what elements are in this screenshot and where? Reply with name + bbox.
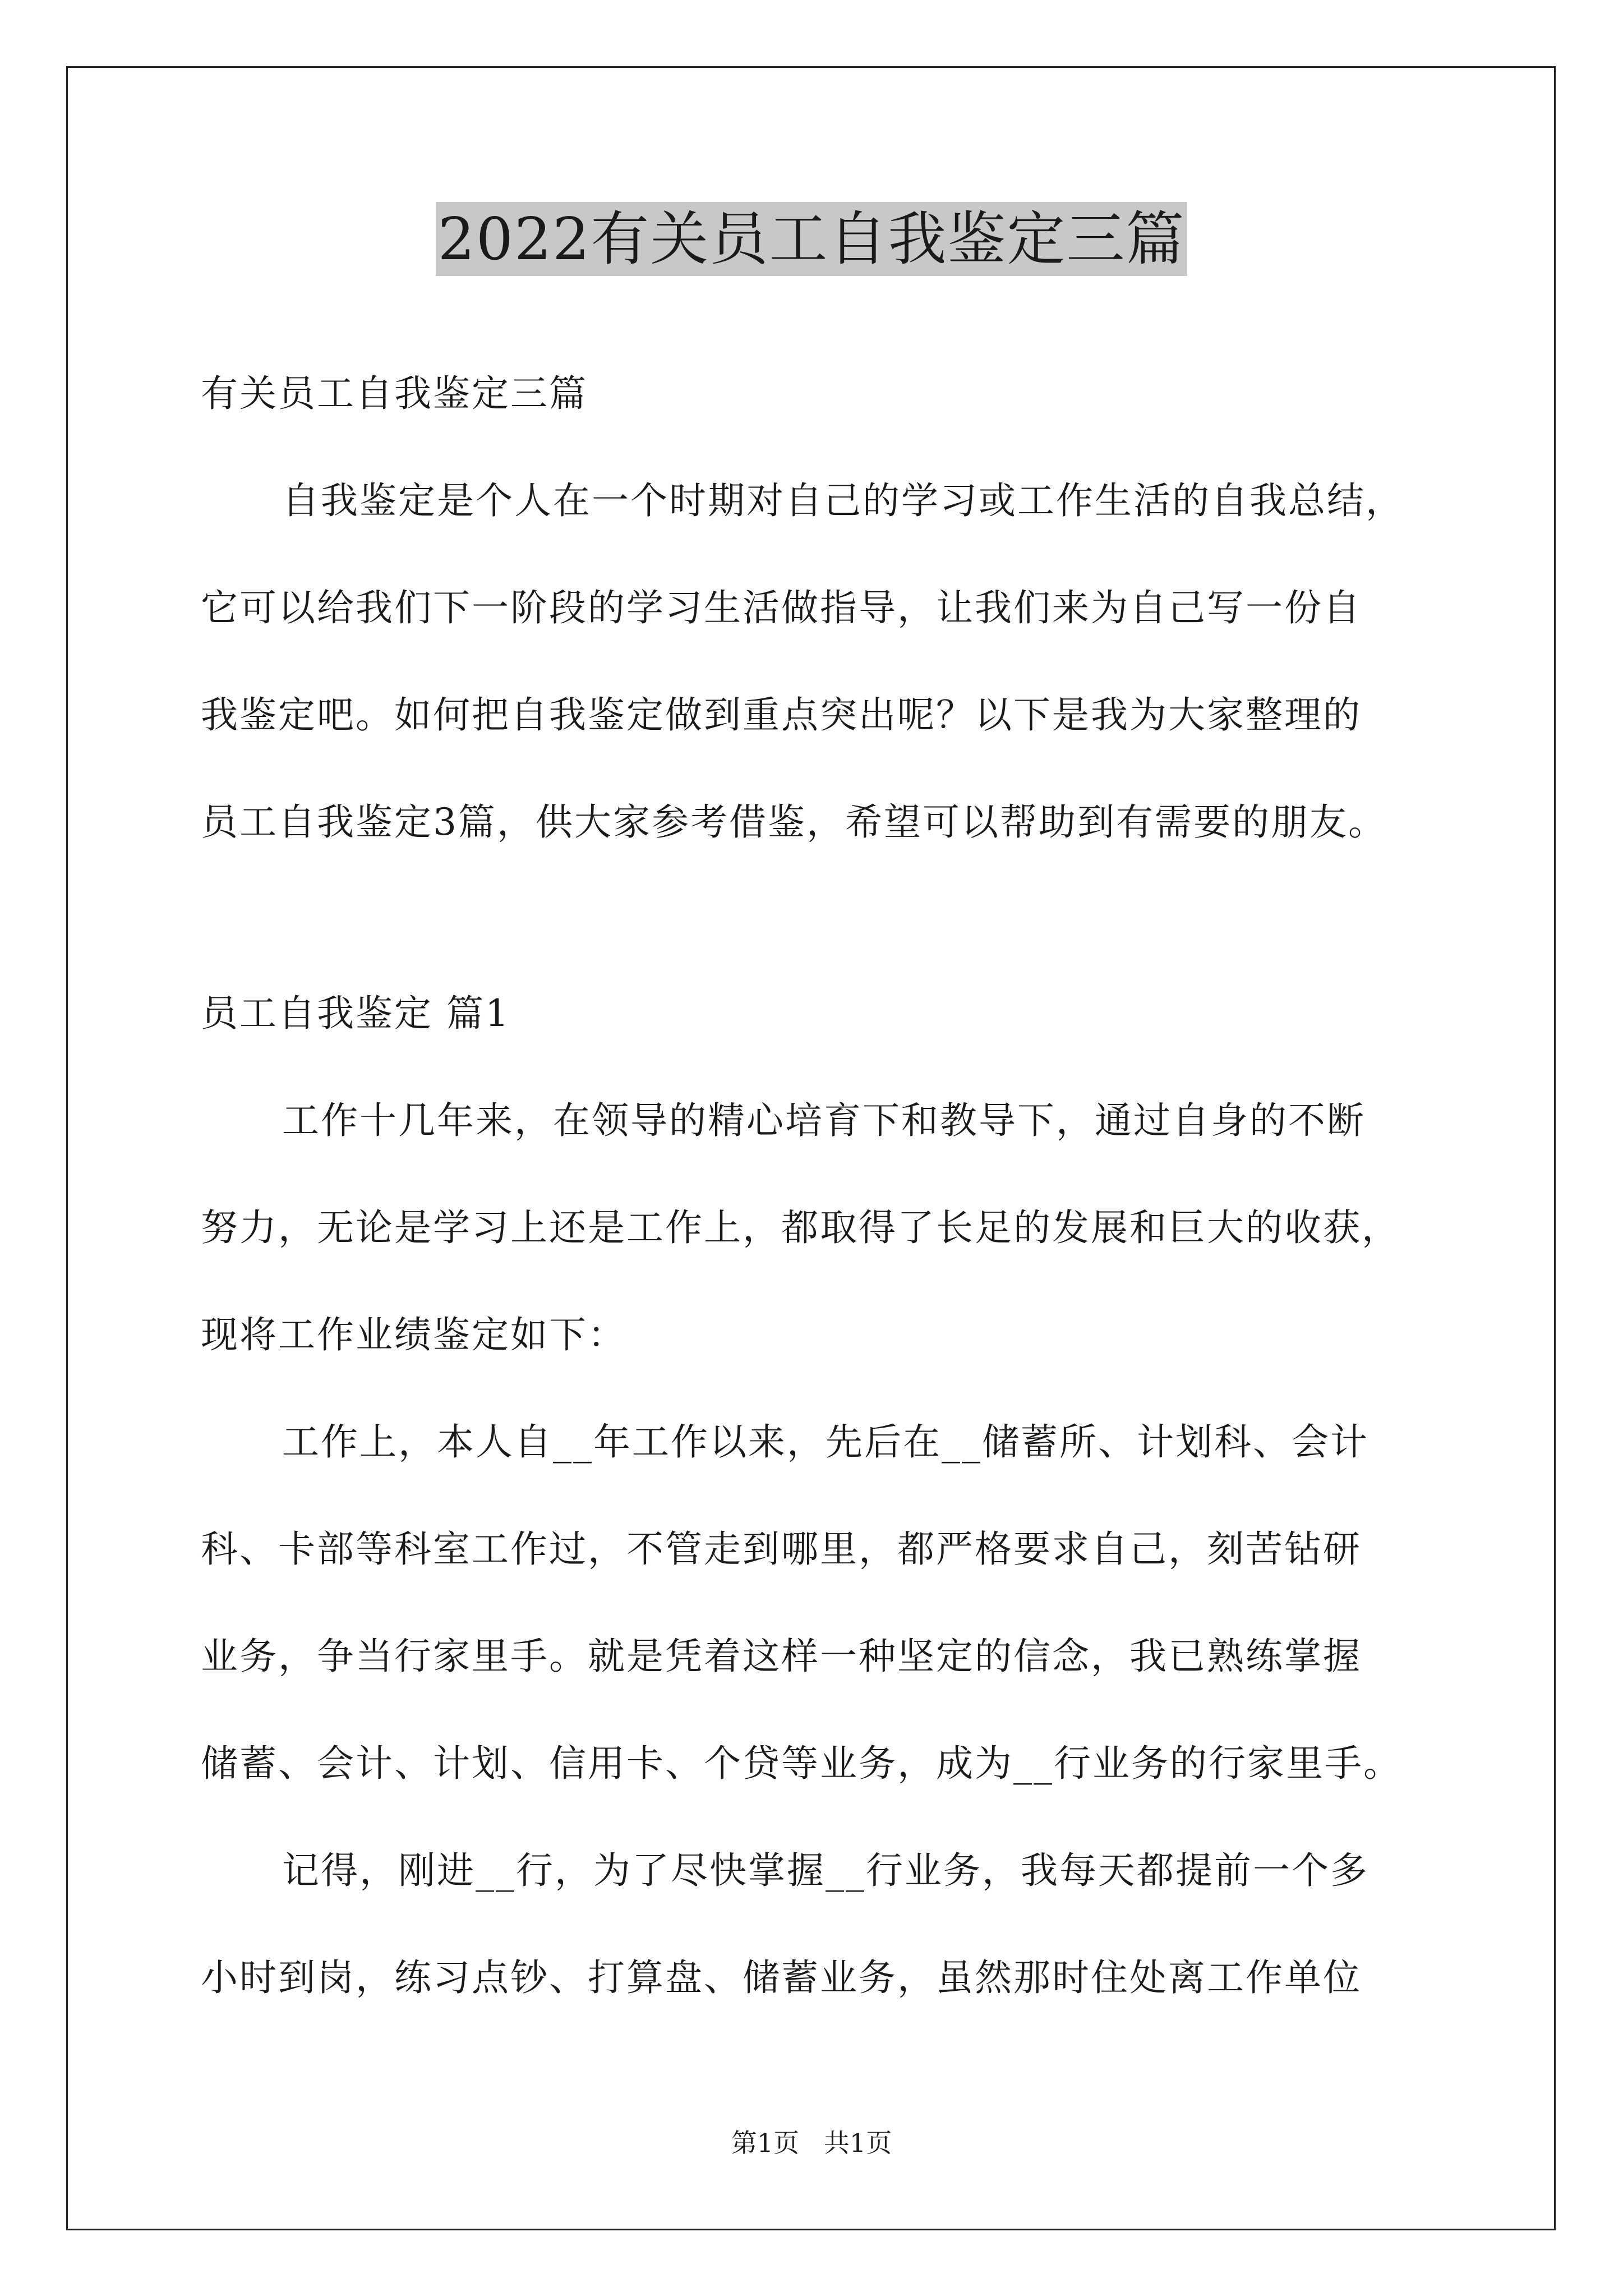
intro-line: 它可以给我们下一阶段的学习生活做指导，让我们来为自己写一份自: [201, 586, 1362, 629]
paragraph-line: 现将工作业绩鉴定如下：: [201, 1313, 626, 1356]
paragraph-line: 努力，无论是学习上还是工作上，都取得了长足的发展和巨大的收获，: [201, 1206, 1400, 1249]
document-body: [201, 340, 1435, 2031]
intro-line: 我鉴定吧。如何把自我鉴定做到重点突出呢？以下是我为大家整理的: [201, 693, 1362, 737]
paragraph-line: 工作上，本人自__年工作以来，先后在__储蓄所、计划科、会计: [282, 1420, 1369, 1464]
section-heading: 员工自我鉴定 篇1: [201, 992, 510, 1035]
intro-line: 自我鉴定是个人在一个时期对自己的学习或工作生活的自我总结，: [282, 479, 1404, 522]
intro-line: 员工自我鉴定3篇，供大家参考借鉴，希望可以帮助到有需要的朋友。: [201, 800, 1387, 844]
paragraph-line: 储蓄、会计、计划、信用卡、个贷等业务，成为__行业务的行家里手。: [201, 1742, 1402, 1785]
document-title: 2022有关员工自我鉴定三篇: [436, 202, 1188, 276]
paragraph-line: 记得，刚进__行，为了尽快掌握__行业务，我每天都提前一个多: [282, 1849, 1369, 1892]
page-footer: 第1页 共1页: [731, 2128, 892, 2158]
document-subtitle: 有关员工自我鉴定三篇: [201, 372, 588, 415]
paragraph-line: 科、卡部等科室工作过，不管走到哪里，都严格要求自己，刻苦钻研: [201, 1527, 1362, 1571]
paragraph-line: 工作十几年来，在领导的精心培育下和教导下，通过自身的不断: [282, 1099, 1366, 1142]
paragraph-line: 业务，争当行家里手。就是凭着这样一种坚定的信念，我已熟练掌握: [201, 1635, 1362, 1678]
paragraph-line: 小时到岗，练习点钞、打算盘、储蓄业务，虽然那时住处离工作单位: [201, 1956, 1362, 1999]
